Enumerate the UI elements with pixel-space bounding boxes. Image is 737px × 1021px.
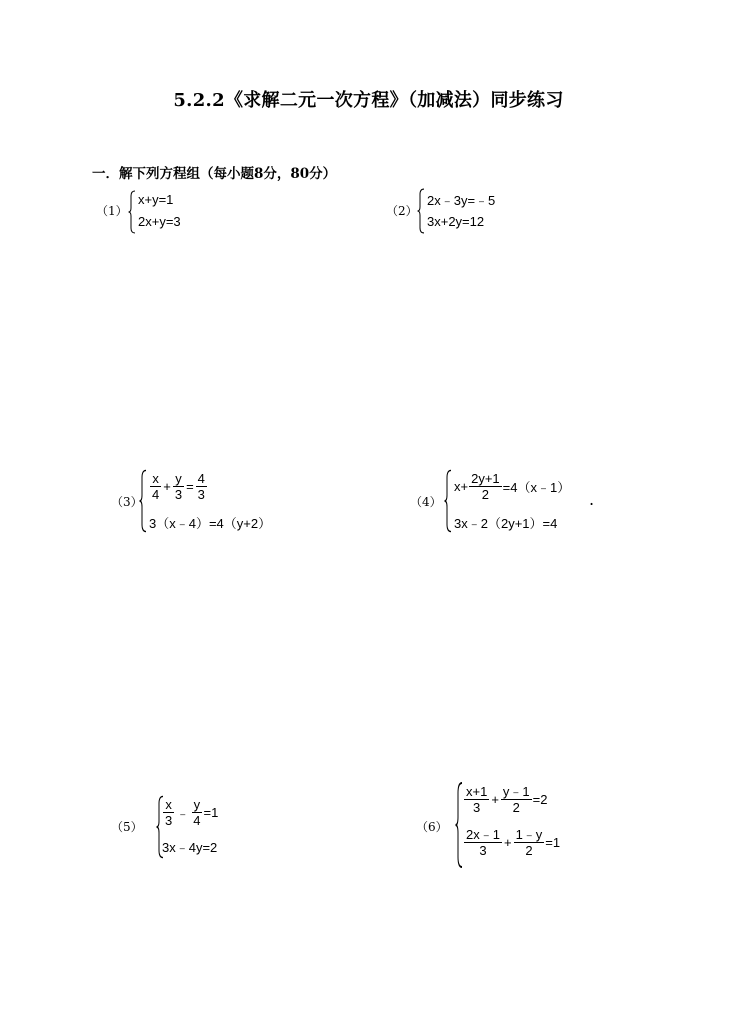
equation: 3x﹣2（2y+1）=4 [454,516,558,531]
fraction: $\frac{2x﹣1}{3}$ [466,827,500,858]
fraction: $\frac{4}{3}$ [197,471,205,502]
equation: $\frac{x}{4}$ + $\frac{y}{3}$ = $\frac{4}{3}$ [152,471,205,502]
brace-icon [444,469,452,533]
fraction: $\frac{y}{3}$ [174,471,183,502]
fraction: $\frac{x}{4}$ [152,471,160,502]
trailing-period: . [589,490,595,509]
equation: 3x+2y=12 [427,214,485,229]
equation: $\frac{x+1}{3}$ + $\frac{y﹣1}{2}$ =2 [466,784,548,815]
equation: $\frac{2x﹣1}{3}$ + $\frac{1﹣y}{2}$ =1 [466,827,561,858]
page-title: 5.2.2《求解二元一次方程》（加减法）同步练习 [173,90,564,111]
fraction: $\frac{1﹣y}{2}$ [515,827,543,858]
problem-number: （3） [111,495,143,509]
fraction: $\frac{x}{3}$ [165,797,173,828]
equation: 2x+y=3 [138,214,181,229]
fraction: $\frac{y}{4}$ [193,797,201,828]
equation: x+y=1 [138,192,174,207]
equation: $\frac{x}{3}$ ﹣ $\frac{y}{4}$ =1 [165,797,219,828]
problem-number: （4） [410,495,442,509]
equation: 2x﹣3y=﹣5 [427,193,496,208]
equation-system [444,469,594,533]
equation-system [156,795,276,859]
problem-number: （2） [386,204,418,218]
equation-system [455,781,595,869]
fraction: $\frac{x+1}{3}$ [466,784,488,815]
problem-number: （6） [416,820,448,834]
equation: 3（x﹣4）=4（y+2） [149,516,272,531]
equation-system [417,188,557,234]
problem-number: （1） [96,204,128,218]
brace-icon [455,781,463,869]
equation-system [128,190,248,234]
equation: 3x﹣4y=2 [162,840,218,855]
problem-number: （5） [111,820,143,834]
brace-icon [128,190,136,234]
brace-icon [139,469,147,533]
equation: x+ $\frac{2y+1}{2}$ =4（x﹣1） [454,471,571,502]
equation-system [139,469,299,533]
fraction: $\frac{2y+1}{2}$ [471,471,500,502]
brace-icon [417,188,425,234]
section-heading: 一．解下列方程组（每小题8分，80分） [92,166,337,182]
fraction: $\frac{y﹣1}{2}$ [502,784,530,815]
